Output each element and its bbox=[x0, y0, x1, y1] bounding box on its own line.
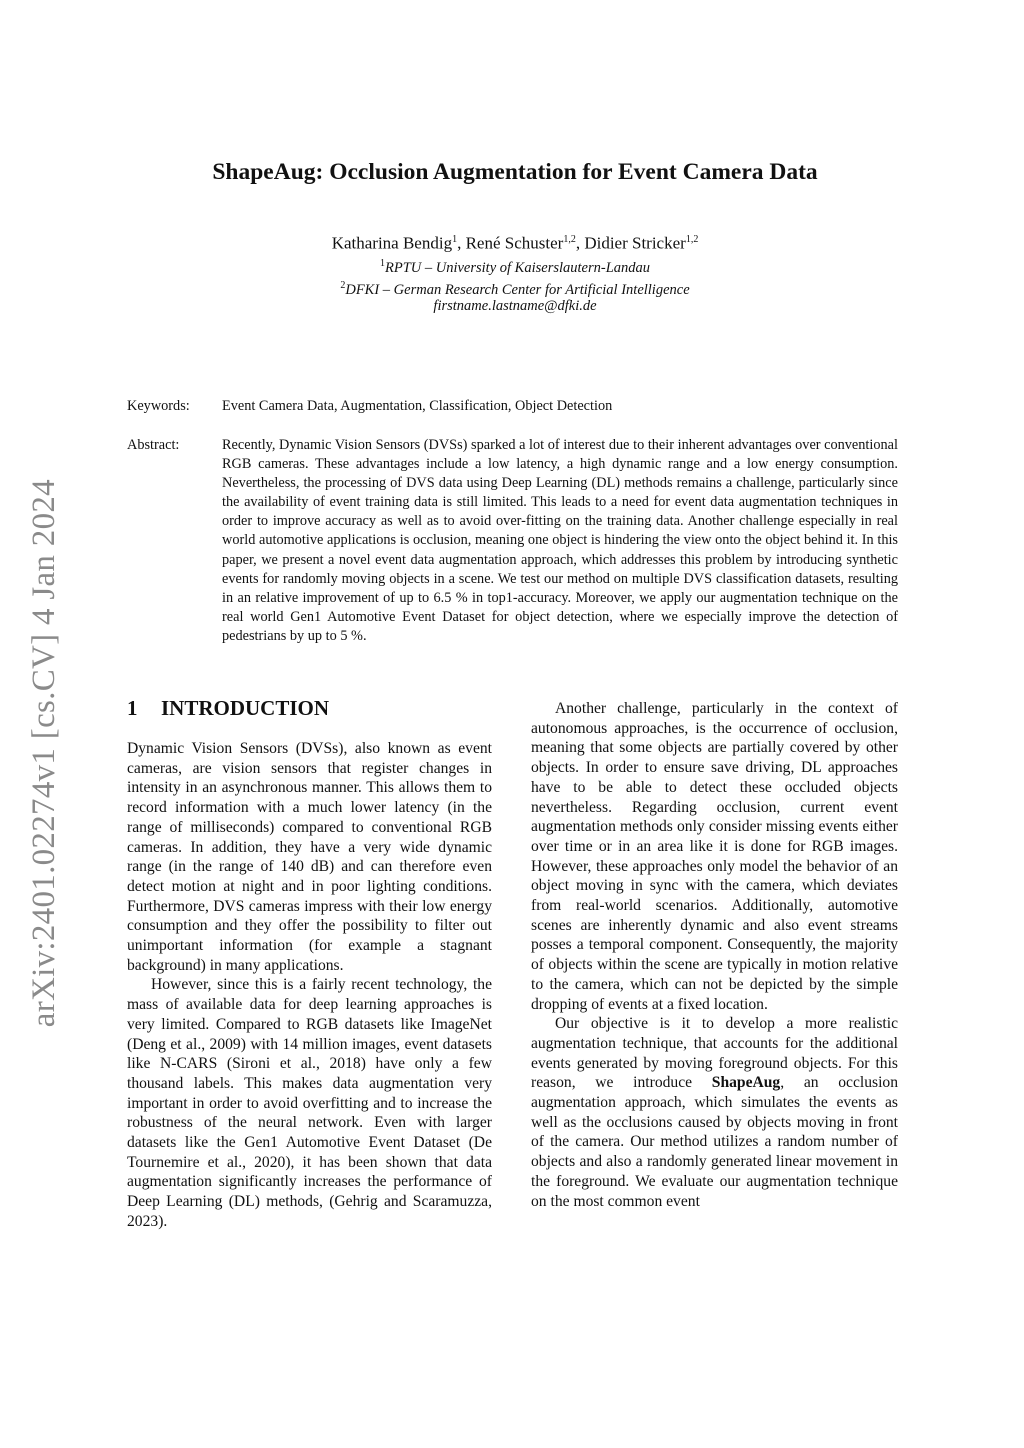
section-heading bbox=[127, 695, 329, 721]
paper-title: ShapeAug: Occlusion Augmentation for Event Camera Data bbox=[212, 159, 818, 185]
paragraph: Dynamic Vision Sensors (DVSs), also known as event cameras, are vision sensors that register changes in intensity in an asynchronous manner. This allows them to record information with a much lower latency (in the range of milliseconds) compared to conventional RGB cameras. In addition, they have a very wide dynamic range (in the range of 140 dB) and can therefore even detect motion at night and in poor lighting conditions. Furthermore, DVS cameras impress with their low energy consumption and they offer the possibility to filter out unimportant information (for example a stagnant background) in many applications. bbox=[127, 740, 492, 974]
paragraph bbox=[531, 1014, 898, 1211]
paragraph-text: , an occlusion augmentation approach, which simulates the events as well as the occlusions caused by objects moving in front of the camera. Our method utilizes a random number of objects and also a randomly generated linear movement in the foreground. We evaluate our augmentation technique on the most common event bbox=[531, 1074, 898, 1210]
affiliation-sup: 2 bbox=[340, 280, 346, 291]
paragraph: Another challenge, particularly in the context of autonomous approaches, is the occurrence of occlusion, meaning that some objects are partially covered by other objects. In order to ensure save driving, DL approaches have to be able to detect these occluded objects nevertheless. Regarding occlusion, current event augmentation methods only consider missing events either over time or in an area like it is done for RGB images. However, these approaches only model the behavior of an object moving in sync with the camera, which deviates from real-world scenarios. Additionally, automotive scenes are inherently dynamic and also event streams posses a temporal component. Consequently, the majority of objects within the scene are typically in motion relative to the camera, which can not be depicted by the simple dropping of events at a fixed location. bbox=[531, 700, 898, 1013]
abstract-label: Abstract: bbox=[127, 437, 180, 453]
affiliation-text: RPTU – University of Kaiserslautern-Landau bbox=[384, 259, 651, 276]
author-list: Katharina Bendig$^1$, René Schuster$^{1,2}$, Didier Stricker$^{1,2}$ bbox=[331, 233, 699, 253]
method-name: ShapeAug bbox=[711, 1074, 781, 1092]
section-number: 1 bbox=[127, 696, 138, 720]
author-name: René Schuster bbox=[465, 233, 564, 253]
arxiv-stamp bbox=[14, 463, 74, 1043]
abstract-text: Recently, Dynamic Vision Sensors (DVSs) sparked a lot of interest due to their inherent advantages over conventional RGB cameras. These advantages include a low latency, a high dynamic range and a low energy consumption. Nevertheless, the processing of DVS data using Deep Learning (DL) methods remains a challenge, particularly since the availability of event training data is still limited. This leads to a need for event data augmentation techniques in order to improve accuracy as well as to avoid over-fitting on the training data. Another challenge especially in real world automotive applications is occlusion, meaning one object is hindering the view onto the object behind it. In this paper, we present a novel event data augmentation approach, which addresses this problem by introducing synthetic events for randomly moving objects in a scene. We test our method on multiple DVS classification datasets, resulting in an relative improvement of up to 6.5 % in top1-accuracy. Moreover, we apply our augmentation technique on the real world Gen1 Automotive Event Dataset for object detection, where we especially improve the detection of pedestrians by up to 5 %. bbox=[222, 437, 898, 644]
author-name: Didier Stricker bbox=[584, 233, 686, 253]
section-title: INTRODUCTION bbox=[161, 696, 330, 720]
affiliation-sup: 1 bbox=[379, 258, 385, 269]
keywords-label: Keywords: bbox=[127, 398, 190, 414]
paragraph-text: Our objective is it to develop a more realistic augmentation technique, that accounts for the additional events generated by moving foreground objects. For this reason, we introduce bbox=[531, 1015, 898, 1092]
paragraph: However, since this is a fairly recent technology, the mass of available data for deep learning approaches is very limited. Compared to RGB datasets like ImageNet (Deng et al., 2009) with 14 million images, event datasets like N-CARS (Sironi et al., 2018) have only a few thousand labels. This makes data augmentation very important in order to avoid overfitting and to increase the robustness of the neural network. Even with larger datasets like the Gen1 Automotive Event Dataset (De Tournemire et al., 2020), it has been shown that data augmentation significantly increases the performance of Deep Learning (DL) methods, (Gehrig and Scaramuzza, 2023). bbox=[127, 976, 492, 1230]
right-column bbox=[531, 699, 898, 1211]
author-affil-sup: 1,2 bbox=[563, 234, 576, 245]
author-name: Katharina Bendig bbox=[331, 233, 453, 253]
author-affil-sup: 1 bbox=[452, 234, 458, 245]
arxiv-stamp-text: arXiv:2401.02274v1 [cs.CV] 4 Jan 2024 bbox=[25, 478, 62, 1028]
left-column bbox=[127, 739, 492, 1232]
keywords-text: Event Camera Data, Augmentation, Classification, Object Detection bbox=[222, 398, 613, 414]
author-email: firstname.lastname@dfki.de bbox=[433, 298, 597, 314]
affiliation-text: DFKI – German Research Center for Artificial Intelligence bbox=[345, 281, 690, 298]
affiliation bbox=[120, 254, 910, 278]
author-affil-sup: 1,2 bbox=[685, 234, 699, 245]
